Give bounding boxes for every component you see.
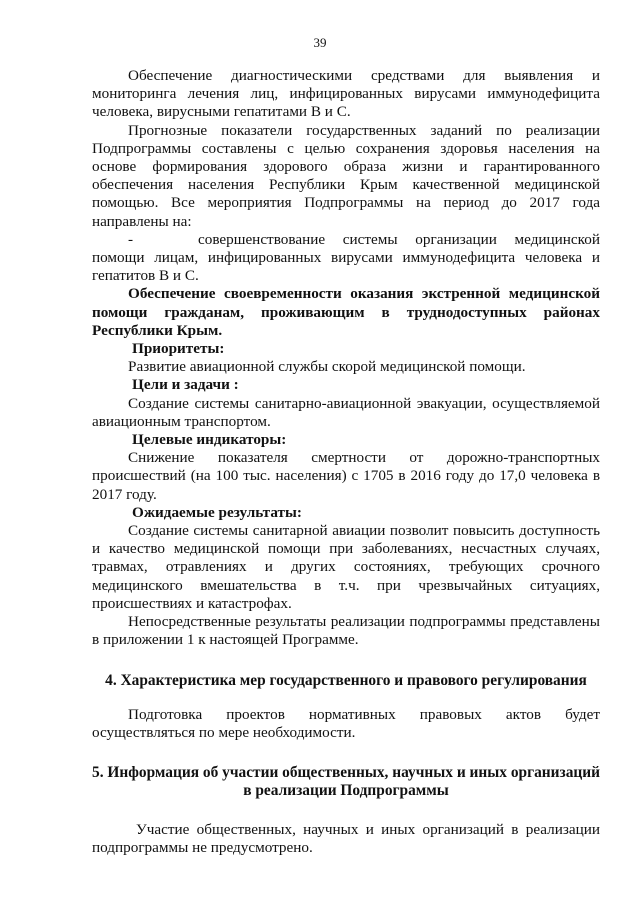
goals-label: Цели и задачи : — [132, 376, 239, 394]
results-text: Создание системы санитарной авиации позволит повысить доступность и качество медицинской помощи при заболеваниях, несчастных случаях, травмах, отравлениях и других состояниях, требующих срочного медицинского вмешательства в т.ч. при чрезвычайных ситуациях, происшествиях и катастрофах. — [92, 522, 600, 612]
indicators-text: Снижение показателя смертности от дорожно-транспортных происшествий (на 100 тыс. населения) с 1705 в 2016 году до 17,0 человека в 2017 году. — [92, 449, 600, 503]
heading-section-5 — [92, 764, 600, 800]
paragraph-section-5: Участие общественных, научных и иных организаций в реализации подпрограммы не предусмотрено. — [92, 820, 600, 856]
paragraph-diagnostics: Обеспечение диагностическими средствами для выявления и мониторинга лечения лиц, инфицированных вирусами иммунодефицита человека, вирусными гепатитами В и С. — [92, 67, 600, 121]
heading-section-5-line-1: 5. Информация об участии общественных, научных и иных организаций — [92, 764, 600, 782]
document-body — [92, 67, 600, 857]
heading-section-4: 4. Характеристика мер государственного и правового регулирования — [105, 671, 587, 689]
section-heading-emergency: Обеспечение своевременности оказания экстренной медицинской помощи гражданам, проживающим в труднодоступных районах Республики Крым. — [92, 285, 600, 339]
paragraph-section-4: Подготовка проектов нормативных правовых актов будет осуществляться по мере необходимости. — [92, 705, 600, 741]
bullet-item — [92, 231, 600, 286]
results-label: Ожидаемые результаты: — [132, 503, 302, 521]
indicators-label: Целевые индикаторы: — [132, 431, 287, 449]
page-number: 39 — [313, 35, 327, 50]
priorities-label: Приоритеты: — [132, 340, 225, 358]
goals-text: Создание системы санитарно-авиационной эвакуации, осуществляемой авиационным транспортом. — [92, 394, 600, 430]
bullet-dash: - — [128, 230, 134, 248]
paragraph-forecast: Прогнозные показатели государственных заданий по реализации Подпрограммы составлены с целью сохранения здоровья населения на основе формирования здорового образа жизни и гарантированного обеспечения населения Республики Крым качественной медицинской помощью. Все мероприятия Подпрограммы на период до 2017 года направлены на: — [92, 121, 600, 230]
priorities-text: Развитие авиационной службы скорой медицинской помощи. — [128, 358, 526, 376]
bullet-text: совершенствование системы организации медицинской помощи лицам, инфицированных вирусами иммунодефицита человека и гепатитов В и С. — [92, 230, 600, 285]
direct-results-text: Непосредственные результаты реализации подпрограммы представлены в приложении 1 к настоящей Программе. — [92, 613, 600, 649]
heading-section-5-line-2: в реализации Подпрограммы — [243, 782, 449, 800]
